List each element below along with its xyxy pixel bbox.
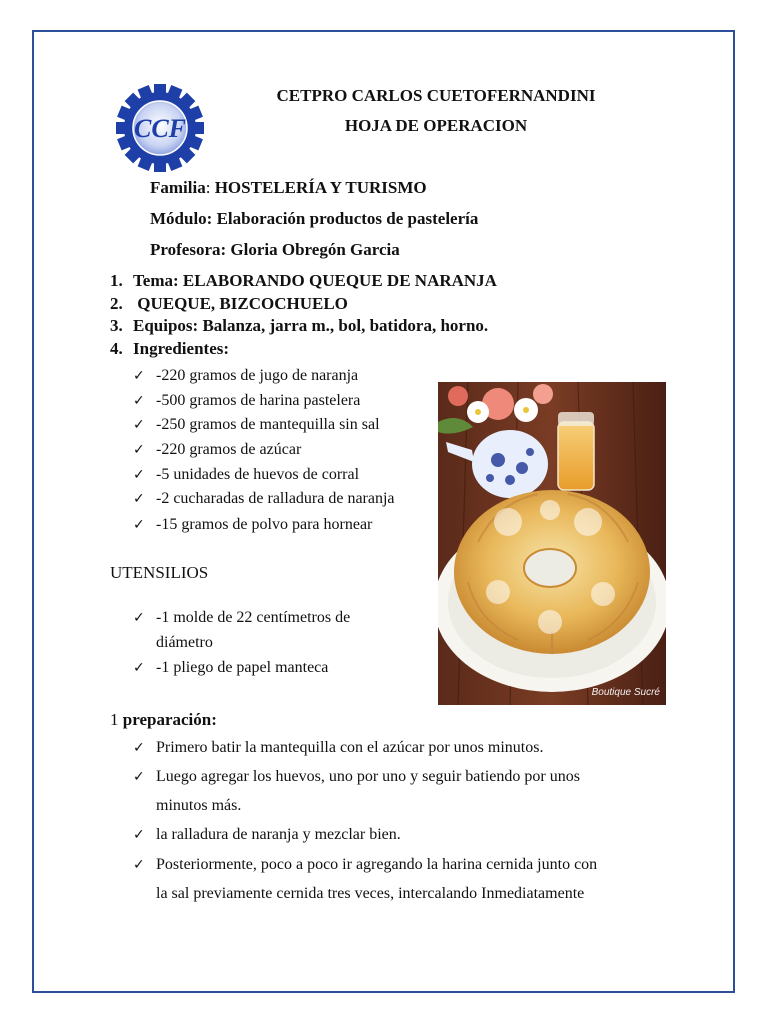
utensilios-heading: UTENSILIOS <box>110 563 209 582</box>
check-icon: ✓ <box>133 467 145 483</box>
ingredient-item: ✓ -2 cucharadas de ralladura de naranja <box>133 490 395 507</box>
photo-watermark: Boutique Sucré <box>591 687 660 698</box>
modulo-line: Módulo: Elaboración productos de pastelería <box>150 209 479 228</box>
svg-text:CCF: CCF <box>133 114 187 143</box>
preparacion-step-continuation: la sal previamente cernida tres veces, intercalando Inmediatamente <box>156 885 585 902</box>
check-icon: ✓ <box>133 417 145 433</box>
ingredient-item: ✓ -5 unidades de huevos de corral <box>133 466 360 483</box>
sheet-title: HOJA DE OPERACION <box>344 116 528 135</box>
utensilio-item-continuation: diámetro <box>156 634 213 651</box>
check-icon: ✓ <box>133 610 145 626</box>
numbered-item: 4. Ingredientes: <box>110 339 230 358</box>
check-icon: ✓ <box>133 368 145 384</box>
familia-value: HOSTELERÍA Y TURISMO <box>214 178 427 197</box>
check-icon: ✓ <box>133 740 145 756</box>
profesora-line: Profesora: Gloria Obregón Garcia <box>150 240 400 259</box>
preparacion-heading: 1 preparación: <box>110 710 217 729</box>
check-icon: ✓ <box>133 491 145 507</box>
ingredient-item: ✓ -220 gramos de jugo de naranja <box>133 367 359 384</box>
utensilio-item: ✓ -1 pliego de papel manteca <box>133 659 329 676</box>
check-icon: ✓ <box>133 660 145 676</box>
familia-label: Familia <box>150 178 206 197</box>
cetpro-logo <box>114 84 206 172</box>
preparacion-step: ✓ Luego agregar los huevos, uno por uno y seguir batiendo por unos <box>133 768 580 785</box>
preparacion-step: ✓ Posteriormente, poco a poco ir agregando la harina cernida junto con <box>133 856 598 873</box>
preparacion-step-continuation: minutos más. <box>156 797 242 814</box>
check-icon: ✓ <box>133 442 145 458</box>
utensilio-item: ✓ -1 molde de 22 centímetros de <box>133 609 351 626</box>
familia-line: Familia: HOSTELERÍA Y TURISMO <box>150 178 427 197</box>
ingredient-item: ✓ -250 gramos de mantequilla sin sal <box>133 416 380 433</box>
check-icon: ✓ <box>133 769 145 785</box>
ingredient-item: ✓ -220 gramos de azúcar <box>133 441 302 458</box>
preparacion-step: ✓ la ralladura de naranja y mezclar bien. <box>133 826 401 843</box>
institution-title: CETPRO CARLOS CUETOFERNANDINI <box>276 86 596 105</box>
check-icon: ✓ <box>133 517 145 533</box>
numbered-item: 2. QUEQUE, BIZCOCHUELO <box>110 294 348 313</box>
numbered-item: 1. Tema: ELABORANDO QUEQUE DE NARANJA <box>110 271 497 290</box>
ingredient-item: ✓ -15 gramos de polvo para hornear <box>133 516 373 533</box>
check-icon: ✓ <box>133 857 145 873</box>
numbered-item: 3. Equipos: Balanza, jarra m., bol, batidora, horno. <box>110 316 489 335</box>
check-icon: ✓ <box>133 393 145 409</box>
ingredient-item: ✓ -500 gramos de harina pastelera <box>133 392 361 409</box>
check-icon: ✓ <box>133 827 145 843</box>
preparacion-step: ✓ Primero batir la mantequilla con el azúcar por unos minutos. <box>133 739 544 756</box>
orange-cake-photo <box>438 382 666 705</box>
